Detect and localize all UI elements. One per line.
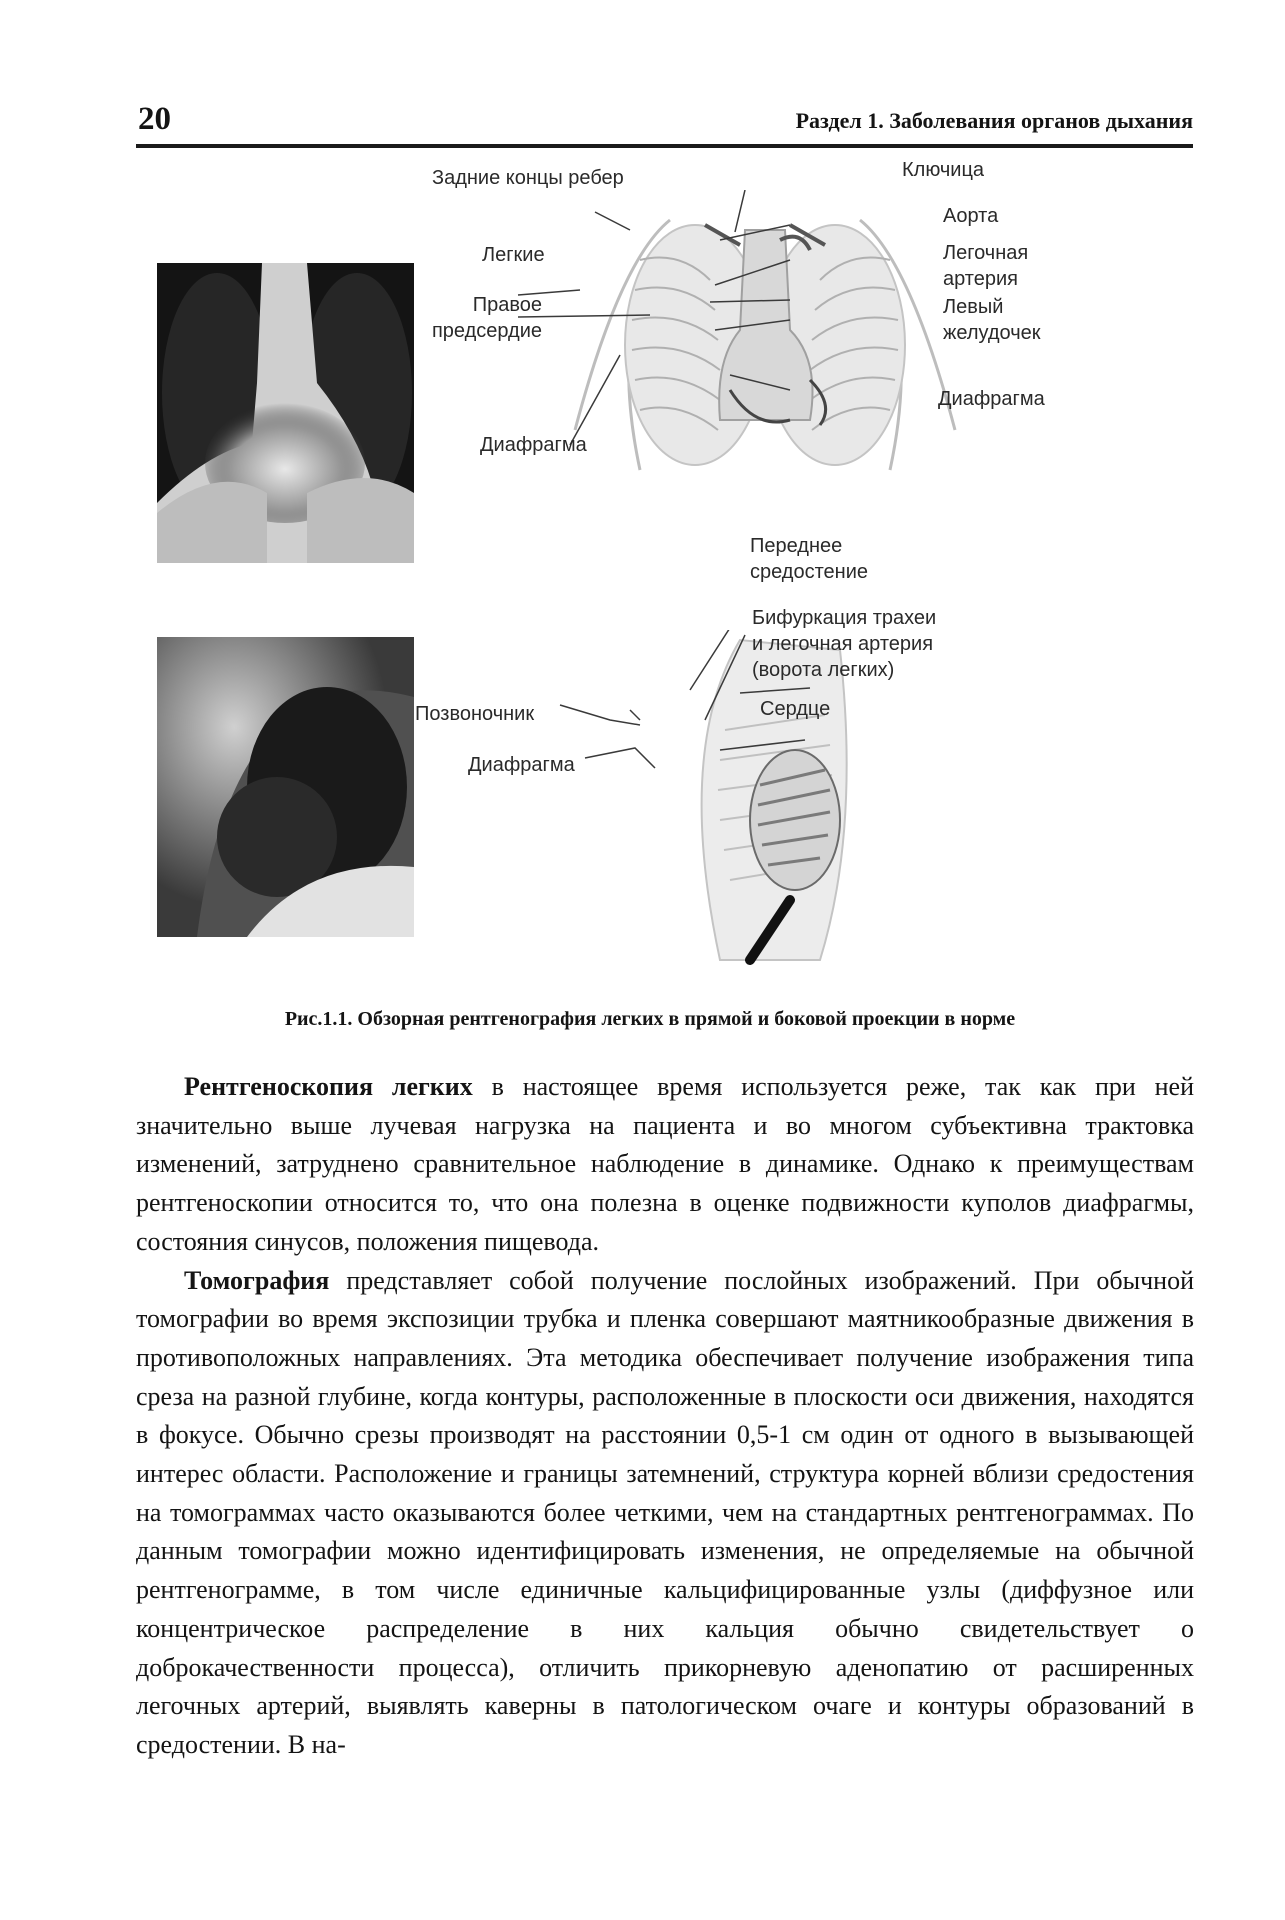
label-diaphragm-right: Диафрагма bbox=[938, 388, 1045, 410]
label-posterior-ribs: Задние концы ребер bbox=[432, 167, 624, 189]
paragraph-fluoroscopy-text: в настоящее время используется реже, так как при ней значительно выше лучевая нагрузка на пациента и во многом субъективна трактовка изменений, затруднено сравнительное наблюдение в динамике. Однако к преимуществам рентгеноскопии относится то, что она полезна в оценке подвижности куполов диафрагмы, состояния синусов, положения пищевода. bbox=[136, 1072, 1195, 1256]
label-spine: Позвоночник bbox=[415, 703, 535, 725]
label-clavicle: Ключица bbox=[902, 159, 985, 181]
xray-lateral-image bbox=[157, 637, 414, 937]
label-left-ventricle-2: желудочек bbox=[943, 322, 1041, 344]
label-right-atrium-2: предсердие bbox=[431, 320, 542, 342]
label-pulmonary-artery-1: Легочная bbox=[943, 242, 1029, 264]
lateral-chest-diagram bbox=[415, 535, 1130, 990]
paragraph-tomography-text: представляет собой получение послойных изображений. При обычной томографии во время экспозиции трубка и пленка совершают маятникообразные движения в противоположных направлениях. Эта методика обеспечивает получение изображения типа среза на разной глубине, когда контуры, расположенные в плоскости оси движения, находятся в фокусе. Обычно срезы производят на расстоянии 0,5-1 см один от одного в вызывающей интерес области. Расположение и границы затемнений, структура корней вблизи средостения на томограммах часто оказываются более четкими, чем на стандартных рентгенограммах. По данным томографии можно идентифицировать изменения, не определяемые на обычной рентгенограмме, в том числе единичные кальцифицированные узлы (диффузное или концентрическое распределение в них кальция обычно свидетельствует о доброкачественности процесса), отличить прикорневую аденопатию от расширенных легочных артерий, выявлять каверны в патологическом очаге и контуры образований в средостении. В на- bbox=[136, 1265, 1194, 1759]
label-right-atrium-1: Правое bbox=[472, 294, 542, 316]
label-lungs: Легкие bbox=[482, 244, 545, 266]
body-text bbox=[136, 1068, 1194, 1765]
frontal-chest-diagram bbox=[431, 159, 1130, 590]
term-fluoroscopy: Рентгеноскопия легких bbox=[184, 1072, 473, 1101]
term-tomography: Томография bbox=[184, 1265, 330, 1295]
page-number: 20 bbox=[138, 101, 171, 137]
label-aorta: Аорта bbox=[943, 205, 999, 227]
label-anterior-mediastinum-1: Переднее bbox=[750, 535, 843, 557]
header-rule bbox=[136, 144, 1193, 148]
label-left-ventricle-1: Левый bbox=[943, 296, 1004, 318]
label-diaphragm: Диафрагма bbox=[468, 754, 575, 776]
label-heart: Сердце bbox=[760, 698, 831, 720]
paragraph-tomography bbox=[136, 1262, 1194, 1765]
label-pulmonary-artery-2: артерия bbox=[943, 268, 1018, 290]
xray-frontal-image bbox=[157, 263, 414, 563]
figure-caption: Рис.1.1. Обзорная рентгенография легких в прямой и боковой проекции в норме bbox=[284, 1008, 1016, 1030]
label-anterior-mediastinum-2: средостение bbox=[750, 561, 868, 583]
label-bifurcation-2: и легочная артерия bbox=[752, 633, 934, 655]
paragraph-fluoroscopy bbox=[136, 1068, 1194, 1262]
label-diaphragm-left: Диафрагма bbox=[480, 434, 587, 456]
label-bifurcation-3: (ворота легких) bbox=[752, 659, 895, 681]
label-bifurcation-1: Бифуркация трахеи bbox=[752, 607, 937, 629]
section-title: Раздел 1. Заболевания органов дыхания bbox=[795, 108, 1193, 133]
